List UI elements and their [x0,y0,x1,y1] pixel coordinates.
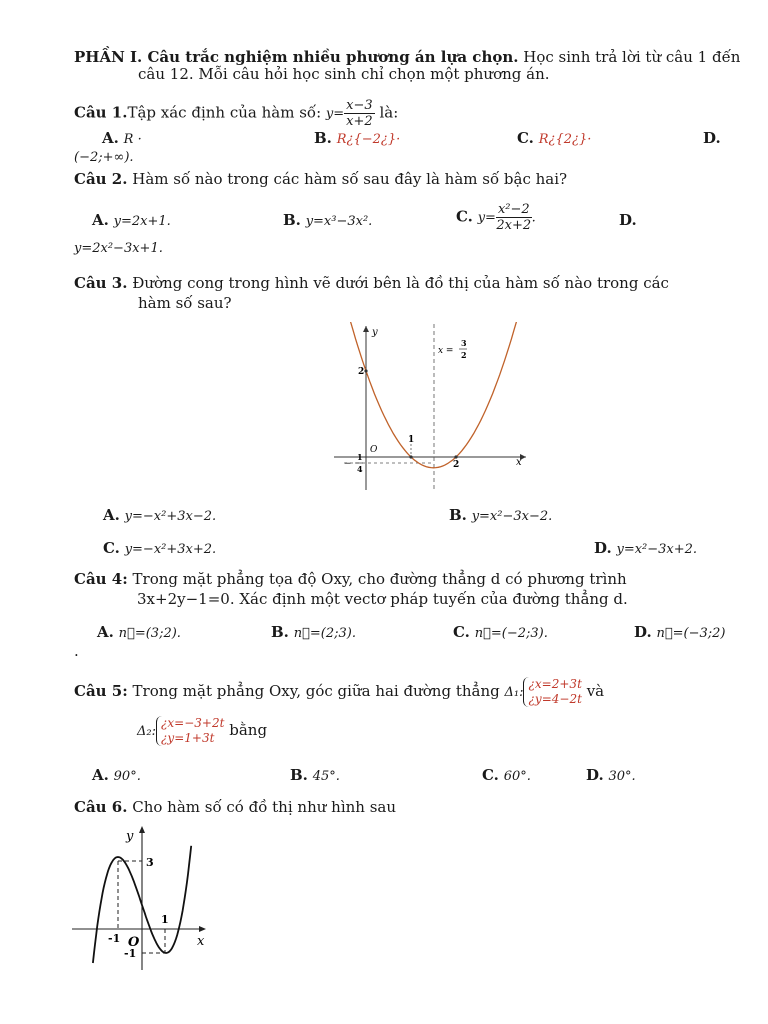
fraction-denominator: x+2 [346,114,373,129]
option-value: 45°. [312,769,340,784]
question-4-label: Câu 4: [74,570,128,588]
option-value: 90°. [113,769,141,784]
axis-equation-den: 2 [461,350,467,360]
option-value: y=x²−3x−2. [471,509,553,524]
option-value: R · [123,132,142,147]
q2-option-d[interactable] [619,211,637,229]
q1-option-d-value: (−2;+∞). [74,150,134,165]
section-header [74,48,740,66]
q1-option-a[interactable] [102,129,142,147]
question-5-text: Trong mặt phẳng Oxy, góc giữa hai đường thẳng [132,682,500,700]
q2-option-c[interactable] [456,202,536,233]
option-label: A. [92,766,109,784]
q1-option-b[interactable] [314,129,400,147]
question-2 [74,170,567,188]
origin-label: O [370,445,378,455]
q3-option-d[interactable] [594,539,697,557]
option-label: A. [92,211,109,229]
option-value: y= [477,210,496,226]
q2-option-b[interactable] [283,211,372,229]
option-label: B. [290,766,308,784]
option-label: D. [634,623,652,641]
line-delta-1-label: Δ₁: [504,685,524,700]
question-3-text: Đường cong trong hình vẽ dưới bên là đồ thị của hàm số nào trong các [132,274,669,292]
q1-option-d[interactable] [703,129,721,147]
question-4-text-cont: 3x+2y−1=0. Xác định một vectơ pháp tuyến của đường thẳng d. [137,590,628,608]
system-line: ¿y=1+3t [160,731,215,745]
q4-option-c[interactable] [453,623,548,641]
q5-option-b[interactable] [290,766,340,784]
system-line: ¿y=4−2t [528,692,582,706]
option-value: n⃗=(−3;2) [656,626,726,641]
tick-neg-1-x: -1 [108,932,121,945]
y-intercept-point [364,369,367,372]
point-label-1: 1 [408,435,415,445]
option-value: y=−x²+3x+2. [124,542,217,557]
q5-option-d[interactable] [586,766,636,784]
x-tick-2: 2 [453,460,460,470]
option-label: B. [314,129,332,147]
q2-option-a[interactable] [92,211,171,229]
q1-option-c[interactable] [517,129,591,147]
parabola-graph [330,322,530,492]
fraction-denominator: 2x+2 [496,218,532,233]
option-label: D. [594,539,612,557]
q3-option-b[interactable] [449,506,552,524]
x-axis-label: x [197,934,205,949]
x-axis-label: x [516,457,522,468]
neg-fraction-num: 1 [357,452,363,462]
option-value: y=−x²+3x−2. [124,509,217,524]
tick-1: 1 [161,913,169,926]
question-4-text: Trong mặt phẳng tọa độ Oxy, cho đường thẳng d có phương trình [132,570,627,588]
question-3 [74,274,669,292]
system-line: ¿x=2+3t [528,677,582,691]
root-point-1 [409,455,412,458]
question-2-text: Hàm số nào trong các hàm số sau đây là hàm số bậc hai? [132,170,568,188]
y-axis-label: y [372,327,378,338]
option-label: D. [619,211,637,229]
q4-option-a[interactable] [97,623,181,641]
system-line: ¿x=−3+2t [160,716,225,730]
y-axis-label: y [126,829,134,844]
question-6-label: Câu 6. [74,798,128,816]
q4-trailing-period: . [74,642,79,660]
option-label: B. [271,623,289,641]
question-5-cont [137,716,267,746]
option-value: n⃗=(2;3). [293,626,356,641]
option-label: B. [283,211,301,229]
option-label: A. [103,506,120,524]
y-axis-arrow [363,326,369,332]
y-axis-arrow [139,826,145,833]
option-value: n⃗=(3;2). [118,626,181,641]
axis-equation-label: x = [438,346,454,356]
tick-3: 3 [146,856,154,869]
option-label: B. [449,506,467,524]
question-6-text: Cho hàm số có đồ thị như hình sau [132,798,397,816]
option-label: C. [482,766,499,784]
y-tick-2: 2 [358,367,365,377]
question-1-text: Tập xác định của hàm số: [127,103,322,122]
option-value: R¿{−2¿}· [336,132,401,147]
question-2-label: Câu 2. [74,170,128,188]
option-label: C. [517,129,534,147]
question-1-y: y= [325,106,345,122]
tick-neg-1-y: -1 [124,947,137,960]
conjunction: và [586,682,605,700]
option-value: 60°. [503,769,531,784]
option-period: . [531,210,536,226]
x-axis-arrow [199,926,206,932]
cubic-graph [70,822,220,972]
option-label: A. [97,623,114,641]
q3-option-c[interactable] [103,539,216,557]
question-5 [74,677,604,707]
option-value: y=x²−3x+2. [616,542,698,557]
option-fraction [496,202,532,233]
option-label: A. [102,129,119,147]
question-6 [74,798,396,816]
q5-option-a[interactable] [92,766,141,784]
section-instruction-cont: câu 12. Mỗi câu hỏi học sinh chỉ chọn một phương án. [138,65,550,83]
axis-equation-num: 3 [461,338,467,348]
fraction-numerator: x²−2 [497,202,530,217]
q2-option-d-value: y=2x²−3x+1. [74,241,163,256]
fraction-numerator: x−3 [346,98,373,113]
option-label: D. [586,766,604,784]
question-4 [74,570,627,588]
option-label: D. [703,129,721,147]
question-1 [74,98,398,129]
option-value: n⃗=(−2;3). [474,626,548,641]
question-3-text-cont: hàm số sau? [138,294,232,312]
option-value: 30°. [608,769,636,784]
q4-option-b[interactable] [271,623,356,641]
section-instruction: Học sinh trả lời từ câu 1 đến [523,48,741,66]
option-label: C. [103,539,120,557]
neg-fraction-den: 4 [357,464,363,474]
option-value: R¿{2¿}· [538,132,592,147]
option-label: C. [456,207,473,226]
option-value: y=x³−3x². [305,214,373,229]
question-1-tail: là: [379,103,399,122]
question-3-label: Câu 3. [74,274,128,292]
neg-fraction-sign: − [344,459,352,469]
q3-option-a[interactable] [103,506,216,524]
question-1-fraction [344,98,375,129]
question-5-label: Câu 5: [74,682,128,700]
option-label: C. [453,623,470,641]
line-delta-1-system [523,677,581,707]
question-1-label: Câu 1. [74,103,128,122]
root-point-2 [454,455,457,458]
q5-option-c[interactable] [482,766,531,784]
origin-label: O [128,935,140,950]
line-delta-2-system [156,716,224,746]
question-5-tail: bằng [229,721,268,739]
line-delta-2-label: Δ₂: [137,724,156,739]
parabola-curve [339,322,528,468]
option-value: y=2x+1. [113,214,171,229]
q4-option-d[interactable] [634,623,726,641]
section-title: PHẦN I. Câu trắc nghiệm nhiều phương án lựa chọn. [74,48,519,66]
